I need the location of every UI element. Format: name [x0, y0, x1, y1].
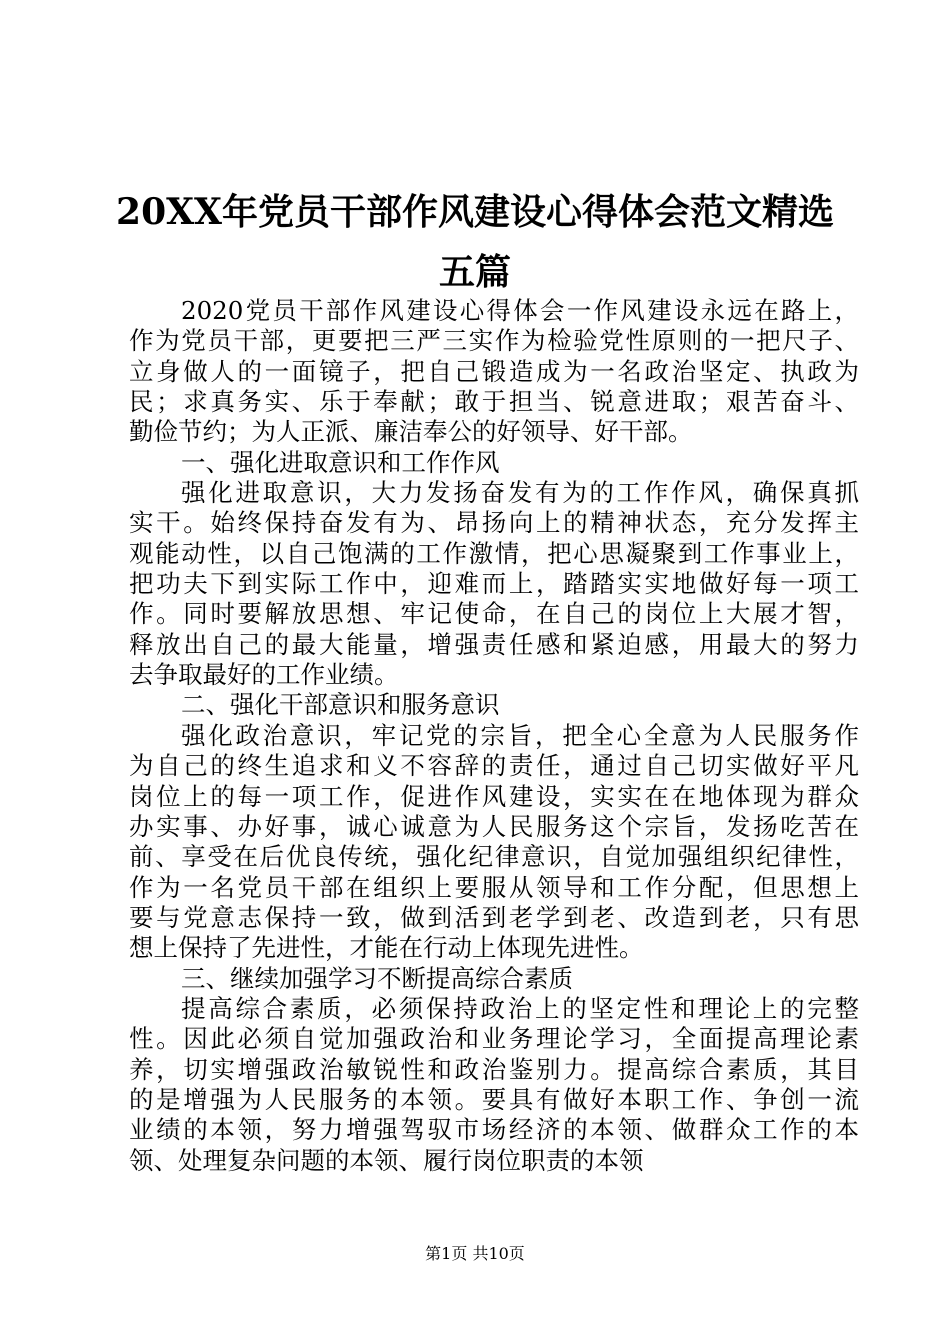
section-heading: 二、强化干部意识和服务意识	[181, 690, 500, 720]
paragraph-line: 要与党意志保持一致，做到活到老学到老、改造到老，只有思	[129, 902, 859, 932]
paragraph-line: 为自己的终生追求和义不容辞的责任，通过自己切实做好平凡	[129, 751, 859, 781]
paragraph-line: 想上保持了先进性，才能在行动上体现先进性。	[129, 933, 644, 963]
paragraph-line: 去争取最好的工作业绩。	[129, 660, 399, 690]
document-title-line-2: 五篇	[438, 251, 511, 293]
page-footer: 第1页 共10页	[425, 1244, 525, 1263]
paragraph-line: 养，切实增强政治敏锐性和政治鉴别力。提高综合素质，其目	[129, 1054, 859, 1084]
paragraph-line: 作。同时要解放思想、牢记使命，在自己的岗位上大展才智，	[129, 599, 859, 629]
paragraph-line: 民；求真务实、乐于奉献；敢于担当、锐意进取；艰苦奋斗、	[129, 387, 859, 417]
paragraph-line: 作为一名党员干部在组织上要服从领导和工作分配，但思想上	[129, 872, 859, 902]
paragraph-line: 的是增强为人民服务的本领。要具有做好本职工作、争创一流	[129, 1084, 859, 1114]
document-title-line-1: 20XX年党员干部作风建设心得体会范文精选	[116, 191, 834, 233]
paragraph-line: 释放出自己的最大能量，增强责任感和紧迫感，用最大的努力	[129, 629, 859, 659]
paragraph-line: 办实事、办好事，诚心诚意为人民服务这个宗旨，发扬吃苦在	[129, 811, 859, 841]
paragraph-line: 勤俭节约；为人正派、廉洁奉公的好领导、好干部。	[129, 417, 693, 447]
paragraph-line: 强化进取意识，大力发扬奋发有为的工作作风，确保真抓	[181, 478, 859, 508]
section-heading: 三、继续加强学习不断提高综合素质	[181, 963, 573, 993]
paragraph-line: 把功夫下到实际工作中，迎难而上，踏踏实实地做好每一项工	[129, 569, 859, 599]
paragraph-line: 前、享受在后优良传统，强化纪律意识，自觉加强组织纪律性，	[129, 842, 859, 872]
document-body	[129, 296, 859, 1176]
paragraph-line: 观能动性，以自己饱满的工作激情，把心思凝聚到工作事业上，	[129, 538, 859, 568]
paragraph-line: 作为党员干部，更要把三严三实作为检验党性原则的一把尺子、	[129, 326, 859, 356]
section-heading: 一、强化进取意识和工作作风	[181, 447, 500, 477]
paragraph-line: 立身做人的一面镜子，把自己锻造成为一名政治坚定、执政为	[129, 356, 859, 386]
paragraph-line: 强化政治意识，牢记党的宗旨，把全心全意为人民服务作	[181, 720, 859, 750]
paragraph-line: 性。因此必须自觉加强政治和业务理论学习，全面提高理论素	[129, 1024, 859, 1054]
paragraph-line: 实干。始终保持奋发有为、昂扬向上的精神状态，充分发挥主	[129, 508, 859, 538]
paragraph-line: 领、处理复杂问题的本领、履行岗位职责的本领	[129, 1145, 644, 1175]
paragraph-line: 提高综合素质，必须保持政治上的坚定性和理论上的完整	[181, 993, 859, 1023]
paragraph-line: 业绩的本领，努力增强驾驭市场经济的本领、做群众工作的本	[129, 1115, 859, 1145]
paragraph-line: 岗位上的每一项工作，促进作风建设，实实在在地体现为群众	[129, 781, 859, 811]
paragraph-line: 2020党员干部作风建设心得体会一作风建设永远在路上，	[181, 296, 859, 325]
